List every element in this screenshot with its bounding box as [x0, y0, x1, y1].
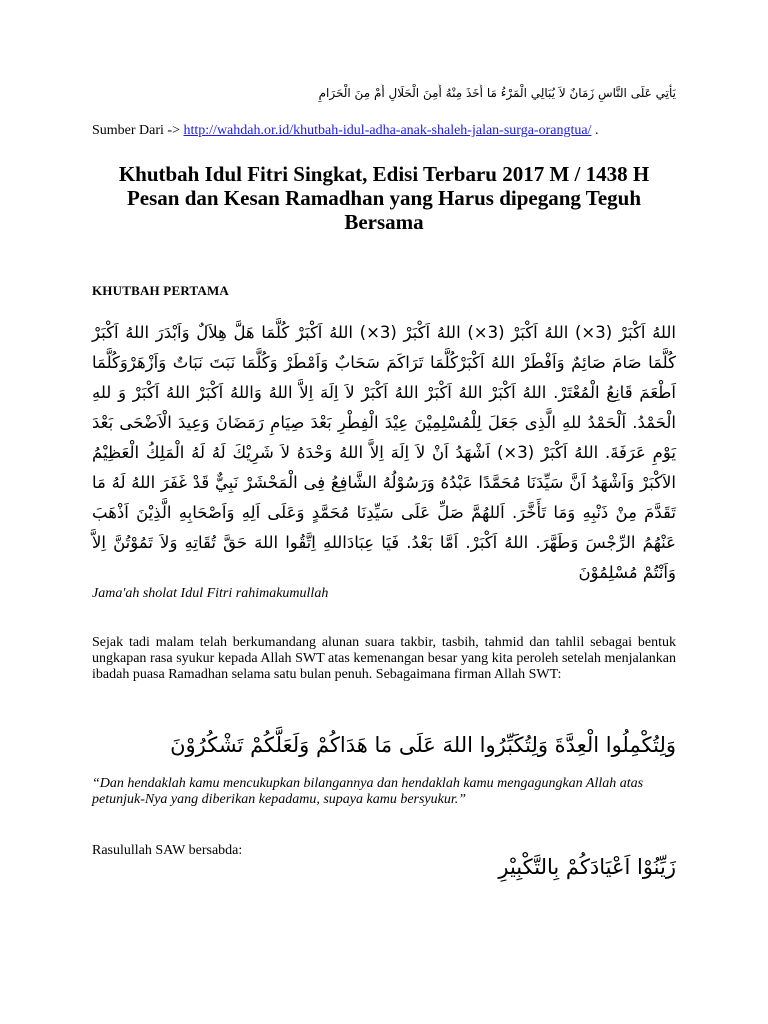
verse-translation: “Dan hendaklah kamu mencukupkan bilangannya dan hendaklah kamu mengagungkan Allah atas petunjuk-Nya yang diberikan kepadamu, supaya kamu bersyukur.” — [92, 776, 644, 807]
body-paragraph: Sejak tadi malam telah berkumandang alunan suara takbir, tasbih, tahmid dan tahlil sebagai bentuk ungkapan rasa syukur kepada Allah SWT atas kemenangan besar yang kita peroleh setelah menjalankan ibadah puasa Ramadhan selama satu bulan penuh. Sebagaimana firman Allah SWT: — [92, 635, 676, 682]
source-line — [92, 122, 676, 140]
hadith-intro: Rasulullah SAW bersabda: — [92, 843, 243, 858]
source-link[interactable]: http://wahdah.or.id/khutbah-idul-adha-anak-shaleh-jalan-surga-orangtua/ — [183, 123, 592, 138]
source-suffix: . — [591, 123, 599, 138]
section-heading: KHUTBAH PERTAMA — [92, 283, 229, 298]
title-line-2: Pesan dan Kesan Ramadhan yang Harus dipegang Teguh Bersama — [126, 186, 642, 234]
source-prefix: Sumber Dari -> — [92, 123, 180, 138]
title-line-1: Khutbah Idul Fitri Singkat, Edisi Terbaru 2017 M / 1438 H — [118, 162, 650, 186]
page-title — [92, 162, 676, 234]
quran-verse-arabic: وَلِتُكْمِلُوا الْعِدَّةَ وَلِتُكَبِّرُوا اللهَ عَلَى مَا هَدَاكُمْ وَلَعَلَّكُمْ تَشْكُرُوْنَ — [170, 733, 676, 757]
arabic-opening-takbir: اللهُ اَكْبَرْ (3×) اللهُ اَكْبَرْ (3×) اللهُ اَكْبَرْ (3×) اللهُ اَكْبَرْ كُلَّمَا هَلَّ هِلاَلٌ وَاَبْدَرَ اللهُ اَكْبَرْ كُلَّمَا صَامَ صَائِمٌ وَاَفْطَرْ اللهُ اَكْبَرْكُلَّمَا تَرَاكَمَ سَحَابٌ وَاَمْطَرْ وَكُلَّمَا نَبَتَ نَبَاتٌ وَاَزْهَرْوَكُلَّمَا اَطْعَمَ قَانِعُ الْمُعْتَرْ. اللهُ اَكْبَرْ اللهُ اَكْبَرْ اللهُ اَكْبَرْ لاَ اِلَهَ اِلاَّ اللهُ وَاللهُ اَكْبَرْ اللهُ اَكْبَرْ وَ للهِ الْحَمْدُ. اَلْحَمْدُ للهِ الَّذِى جَعَلَ لِلْمُسْلِمِيْنَ عِيْدَ الْفِطْرِ بَعْدَ صِيَامِ رَمَضَانَ وَعِيدَ الْاَضْحَى بَعْدَ يَوْمِ عَرَفَةَ. اللهُ اَكْبَرْ (3×) اَشْهَدُ اَنْ لاَ اِلَهَ اِلاَّ اللهُ وَحْدَهُ لاَ شَرِيْكَ لَهُ لَهُ الْمَلِكُ الْعَظِيْمُ الاَكْبَرْ وَاَشْهَدُ اَنَّ سَيِّدَنَا مُحَمَّدًا عَبْدُهُ وَرَسُوْلُهُ الشَّافِعُ فِى الْمَحْشَرْ نَبِيٌّ قَدْ غَفَرَ اللهُ لَهُ مَا تَقَدَّمَ مِنْ ذَنْبِهِ وَمَا تَأَخَّرَ. اَللهُمَّ صَلِّ عَلَى سَيِّدِنَا مُحَمَّدٍ وَعَلَى اَلِهِ وَاَصْحَابِهِ الَّذِيْنَ اَذْهَبَ عَنْهُمُ الرِّجْسَ وَطَهَّرَ. اللهُ اَكْبَرْ. اَمَّا بَعْدُ. فَيَا عِبَادَاللهِ اِتَّقُوا اللهَ حَقَّ تُقَاتِهِ وَلاَ تَمُوْتُنَّ اِلاَّ وَاَنْتُمْ مُسْلِمُوْنَ — [92, 323, 677, 582]
arabic-quote-header: يَأْتِي عَلَى النَّاسِ زَمَانٌ لاَ يُبَالِي الْمَرْءُ مَا أَخَذَ مِنْهُ أَمِنَ الْحَلَالِ أَمْ مِنَ الْحَرَامِ — [318, 86, 676, 100]
hadith-arabic: زَيِّنُوْا اَعْيَادَكُمْ بِالتَّكْبِيْرِ — [498, 855, 676, 879]
salutation-line: Jama'ah sholat Idul Fitri rahimakumullah — [92, 586, 329, 601]
